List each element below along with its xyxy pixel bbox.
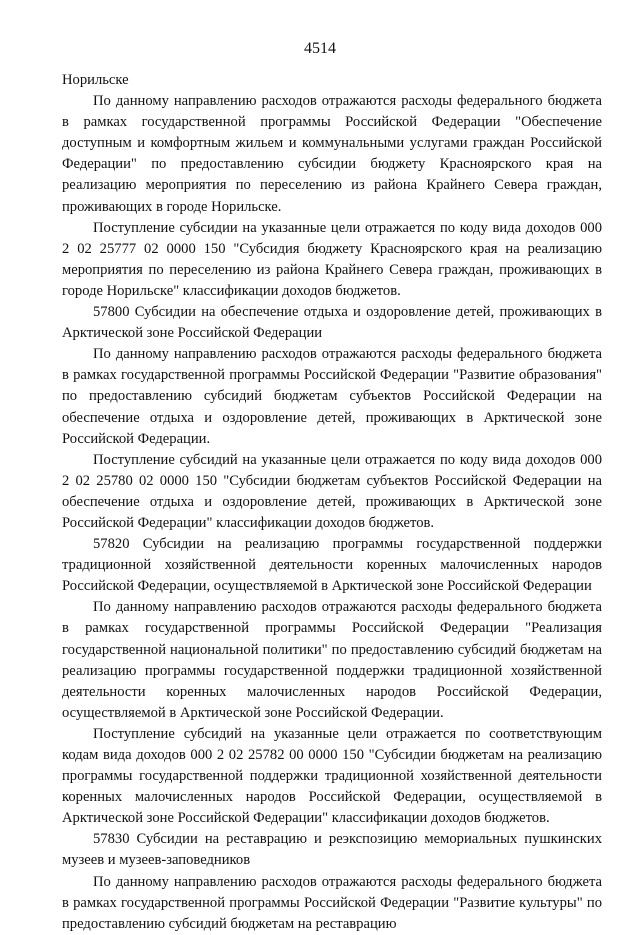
paragraph-expense-description: По данному направлению расходов отражаются расходы федерального бюджета в рамках государственной программы Российской Федерации "Реализация государственной национальной политики" по предоставлению субсидий бюджетам на реализацию программы государственной поддержки традиционной хозяйственной деятельности коренных малочисленных народов Российской Федерации, осуществляемой в Арктической зоне Российской Федерации. xyxy=(62,599,602,721)
page-number: 4514 xyxy=(304,40,336,57)
paragraph-income-code: Поступление субсидии на указанные цели отражается по коду вида доходов 000 2 02 25777 02 0000 150 "Субсидия бюджету Красноярского края на реализацию мероприятия по переселению из района Крайнего Севера граждан, проживающих в городе Норильске" классификации доходов бюджетов. xyxy=(62,219,602,299)
paragraph-expense-description: По данному направлению расходов отражаются расходы федерального бюджета в рамках государственной программы Российской Федерации "Развитие культуры" по предоставлению субсидий бюджетам на реставрацию xyxy=(62,873,602,932)
paragraph-continuation: Норильске xyxy=(62,72,129,88)
paragraph-expense-description: По данному направлению расходов отражаются расходы федерального бюджета в рамках государственной программы Российской Федерации "Обеспечение доступным и комфортным жильем и коммунальными услугами граждан Российской Федерации" по предоставлению субсидии бюджету Красноярского края на реализацию мероприятия по переселению из района Крайнего Севера граждан, проживающих в городе Норильске. xyxy=(62,93,602,215)
section-heading-57800: 57800 Субсидии на обеспечение отдыха и оздоровление детей, проживающих в Арктической зоне Российской Федерации xyxy=(62,304,602,342)
paragraph-income-code: Поступление субсидий на указанные цели отражается по коду вида доходов 000 2 02 25780 02 0000 150 "Субсидии бюджетам субъектов Российской Федерации на обеспечение отдыха и оздоровление детей, проживающих в Арктической зоне Российской Федерации" классификации доходов бюджетов. xyxy=(62,451,602,531)
section-heading-57830: 57830 Субсидии на реставрацию и реэкспозицию мемориальных пушкинских музеев и музеев-заповедников xyxy=(62,831,602,869)
paragraph-expense-description: По данному направлению расходов отражаются расходы федерального бюджета в рамках государственной программы Российской Федерации "Развитие образования" по предоставлению субсидий бюджетам субъектов Российской Федерации на обеспечение отдыха и оздоровление детей, проживающих в Арктической зоне Российской Федерации. xyxy=(62,346,602,447)
document-body xyxy=(62,70,602,935)
paragraph-income-code: Поступление субсидий на указанные цели отражается по соответствующим кодам вида доходов 000 2 02 25782 00 0000 150 "Субсидии бюджетам на реализацию программы государственной поддержки традиционной хозяйственной деятельности коренных малочисленных народов Российской Федерации, осуществляемой в Арктической зоне Российской Федерации" классификации доходов бюджетов. xyxy=(62,725,602,827)
section-heading-57820: 57820 Субсидии на реализацию программы государственной поддержки традиционной хозяйственной деятельности коренных малочисленных народов Российской Федерации, осуществляемой в Арктической зоне Российской Федерации xyxy=(62,536,602,595)
